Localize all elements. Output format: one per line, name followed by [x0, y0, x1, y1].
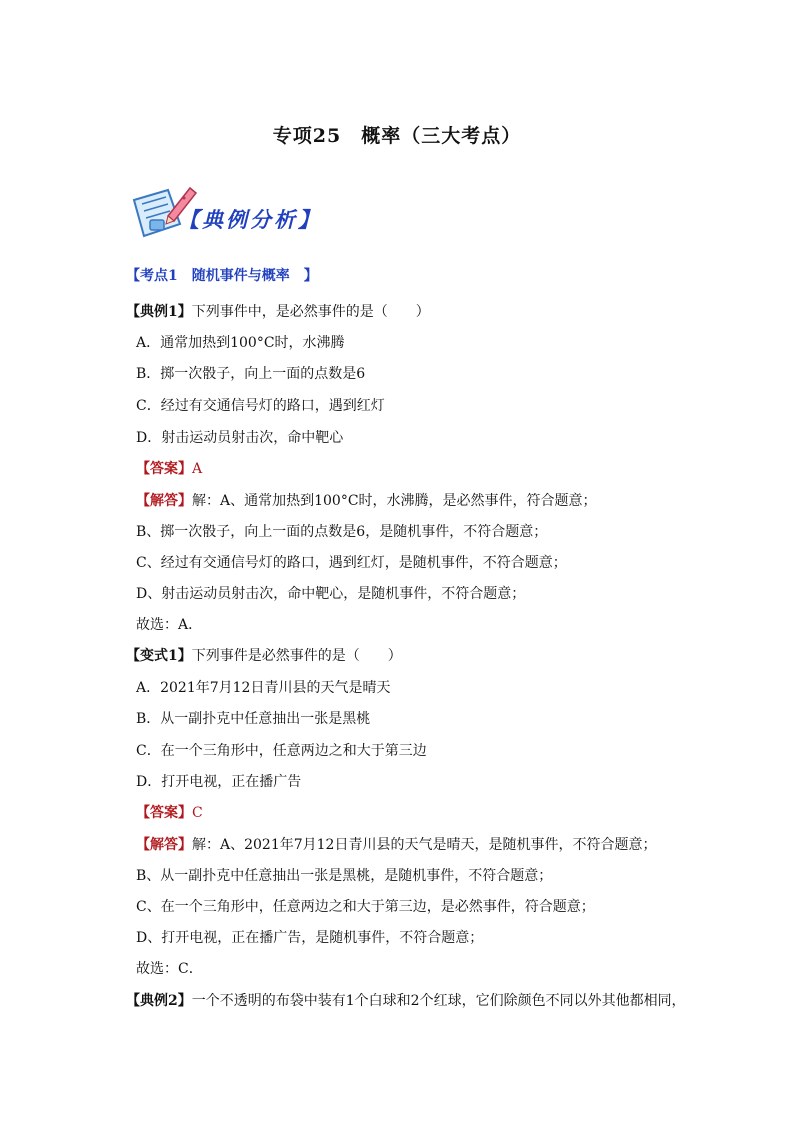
page-title: 专项25 概率（三大考点）	[272, 125, 522, 147]
ex1-solution-3: C、经过有交通信号灯的路口，遇到红灯，是随机事件，不符合题意；	[136, 555, 567, 571]
ex1-answer-line	[136, 458, 202, 480]
ex2-tag: 【典例2】	[126, 993, 192, 1009]
var1-solution-tag: 【解答】	[136, 837, 192, 853]
banner-label: 【典例分析】	[178, 207, 322, 232]
var1-solution-line-1	[136, 834, 656, 856]
ex1-solution-1: 解：A、通常加热到100°C时，水沸腾，是必然事件，符合题意；	[192, 493, 597, 509]
ex1-option-a: A．通常加热到100°C时，水沸腾	[136, 335, 345, 351]
ex1-solution-tag: 【解答】	[136, 493, 192, 509]
kp1-heading: 【考点1 随机事件与概率 】	[126, 268, 318, 284]
section-banner	[128, 180, 348, 250]
ex1-solution-2: B、掷一次骰子，向上一面的点数是6，是随机事件，不符合题意；	[136, 524, 548, 540]
ex1-option-c: C．经过有交通信号灯的路口，遇到红灯	[136, 398, 385, 414]
var1-solution-4: D、打开电视，正在播广告，是随机事件，不符合题意；	[136, 930, 484, 946]
ex2-stem: 一个不透明的布袋中装有1个白球和2个红球，它们除颜色不同以外其他都相同，	[191, 993, 686, 1009]
var1-answer-line	[136, 802, 203, 824]
var1-tag: 【变式1】	[126, 648, 192, 664]
var1-solution-1: 解：A、2021年7月12日青川县的天气是晴天，是随机事件，不符合题意；	[192, 837, 657, 853]
var1-stem: 下列事件是必然事件的是（ ）	[191, 648, 402, 664]
var1-answer: C	[192, 805, 203, 821]
ex1-stem-line	[126, 301, 430, 323]
var1-solution-5: 故选：C．	[136, 961, 203, 977]
ex1-stem: 下列事件中，是必然事件的是（ ）	[191, 304, 430, 320]
var1-option-d: D．打开电视，正在播广告	[136, 774, 302, 790]
ex1-tag: 【典例1】	[126, 304, 192, 320]
var1-solution-3: C、在一个三角形中，任意两边之和大于第三边，是必然事件，符合题意；	[136, 899, 595, 915]
var1-solution-2: B、从一副扑克中任意抽出一张是黑桃，是随机事件，不符合题意；	[136, 868, 553, 884]
ex1-option-b: B．掷一次骰子，向上一面的点数是6	[136, 366, 366, 382]
var1-option-c: C．在一个三角形中，任意两边之和大于第三边	[136, 743, 427, 759]
ex1-answer-tag: 【答案】	[136, 461, 192, 477]
ex1-option-d: D．射击运动员射击次，命中靶心	[136, 430, 344, 446]
ex1-solution-line-1	[136, 490, 597, 512]
var1-option-b: B．从一副扑克中任意抽出一张是黑桃	[136, 711, 371, 727]
ex1-solution-5: 故选：A．	[136, 617, 203, 633]
var1-answer-tag: 【答案】	[136, 805, 192, 821]
ex1-answer: A	[192, 461, 203, 477]
var1-option-a: A．2021年7月12日青川县的天气是晴天	[136, 680, 391, 696]
ex1-solution-4: D、射击运动员射击次，命中靶心，是随机事件，不符合题意；	[136, 586, 526, 602]
ex2-stem-line	[126, 990, 686, 1012]
var1-stem-line	[126, 645, 402, 667]
